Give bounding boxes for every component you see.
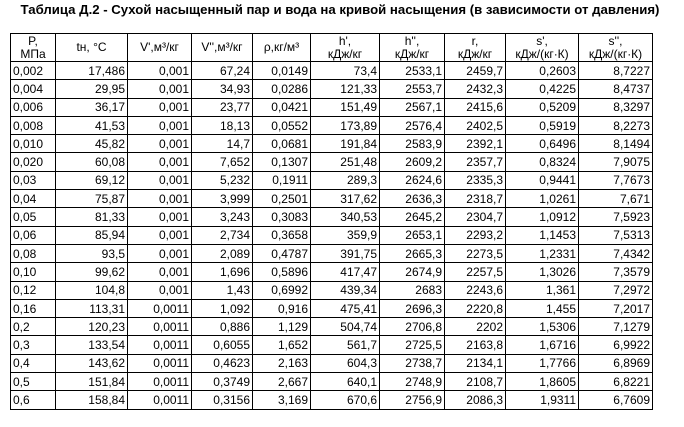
- table-cell-vapor-enthalpy: 2636,3: [380, 190, 445, 208]
- table-cell-liquid-entropy: 0,5919: [506, 116, 579, 134]
- column-header-liquid-enthalpy: [311, 34, 380, 62]
- table-cell-vapor-enthalpy: 2553,7: [380, 80, 445, 98]
- column-header-label: P,: [28, 33, 38, 48]
- column-header-liquid-specific-volume: [128, 34, 192, 62]
- table-cell-vapor-specific-volume: 1,696: [192, 263, 253, 281]
- table-cell-liquid-specific-volume: 0,0011: [128, 354, 192, 372]
- table-cell-vapor-entropy: 7,4342: [579, 244, 653, 262]
- table-cell-vapor-enthalpy: 2533,1: [380, 62, 445, 80]
- table-cell-vapor-density: 0,6992: [253, 281, 311, 299]
- table-cell-vapor-specific-volume: 3,999: [192, 190, 253, 208]
- column-header-vapor-enthalpy: [380, 34, 445, 62]
- table-cell-saturation-temp: 69,12: [56, 171, 128, 189]
- table-cell-liquid-entropy: 0,9441: [506, 171, 579, 189]
- table-cell-vapor-density: 0,0681: [253, 135, 311, 153]
- table-cell-liquid-specific-volume: 0,001: [128, 263, 192, 281]
- table-cell-saturation-temp: 93,5: [56, 244, 128, 262]
- table-cell-vapor-enthalpy: 2706,8: [380, 318, 445, 336]
- table-row: [11, 190, 653, 208]
- table-cell-liquid-entropy: 1,8605: [506, 373, 579, 391]
- table-cell-saturation-temp: 151,84: [56, 373, 128, 391]
- table-cell-vapor-specific-volume: 0,3749: [192, 373, 253, 391]
- table-cell-vapor-entropy: 6,7609: [579, 391, 653, 409]
- table-cell-vapor-density: 0,916: [253, 299, 311, 317]
- table-cell-vapor-enthalpy: 2674,9: [380, 263, 445, 281]
- table-cell-vapor-entropy: 8,3297: [579, 98, 653, 116]
- table-cell-liquid-entropy: 0,2603: [506, 62, 579, 80]
- column-header-unit: кДж/кг: [457, 46, 493, 61]
- table-cell-pressure: 0,4: [11, 354, 56, 372]
- table-cell-vaporization-heat: 2392,1: [445, 135, 506, 153]
- table-cell-pressure: 0,008: [11, 116, 56, 134]
- table-cell-vapor-enthalpy: 2609,2: [380, 153, 445, 171]
- steam-properties-table: [10, 33, 653, 410]
- table-cell-vapor-density: 0,0552: [253, 116, 311, 134]
- table-cell-saturation-temp: 113,31: [56, 299, 128, 317]
- table-cell-liquid-entropy: 1,0912: [506, 208, 579, 226]
- table-cell-vapor-specific-volume: 23,77: [192, 98, 253, 116]
- table-cell-liquid-specific-volume: 0,001: [128, 116, 192, 134]
- table-cell-liquid-enthalpy: 561,7: [311, 336, 380, 354]
- table-cell-vapor-entropy: 8,2273: [579, 116, 653, 134]
- table-cell-liquid-specific-volume: 0,0011: [128, 391, 192, 409]
- table-cell-liquid-enthalpy: 475,41: [311, 299, 380, 317]
- table-cell-vapor-entropy: 7,5313: [579, 226, 653, 244]
- table-cell-vapor-entropy: 8,7227: [579, 62, 653, 80]
- table-cell-saturation-temp: 120,23: [56, 318, 128, 336]
- table-row: [11, 62, 653, 80]
- table-cell-vaporization-heat: 2432,3: [445, 80, 506, 98]
- column-header-label: h',: [338, 33, 352, 48]
- table-row: [11, 226, 653, 244]
- table-cell-vapor-entropy: 7,7673: [579, 171, 653, 189]
- table-cell-vapor-enthalpy: 2583,9: [380, 135, 445, 153]
- table-cell-pressure: 0,04: [11, 190, 56, 208]
- column-header-vapor-entropy: [579, 34, 653, 62]
- table-cell-vaporization-heat: 2220,8: [445, 299, 506, 317]
- table-cell-liquid-entropy: 1,1453: [506, 226, 579, 244]
- table-cell-saturation-temp: 29,95: [56, 80, 128, 98]
- table-cell-vapor-entropy: 6,8969: [579, 354, 653, 372]
- table-cell-vapor-specific-volume: 2,734: [192, 226, 253, 244]
- table-cell-liquid-enthalpy: 73,4: [311, 62, 380, 80]
- table-cell-liquid-specific-volume: 0,001: [128, 62, 192, 80]
- table-row: [11, 171, 653, 189]
- column-header-pressure: [11, 34, 56, 62]
- table-cell-vapor-density: 0,5896: [253, 263, 311, 281]
- table-cell-saturation-temp: 81,33: [56, 208, 128, 226]
- table-cell-liquid-enthalpy: 439,34: [311, 281, 380, 299]
- table-row: [11, 80, 653, 98]
- table-cell-pressure: 0,12: [11, 281, 56, 299]
- table-cell-saturation-temp: 75,87: [56, 190, 128, 208]
- table-cell-liquid-specific-volume: 0,0011: [128, 318, 192, 336]
- table-cell-liquid-enthalpy: 359,9: [311, 226, 380, 244]
- column-header-label: s'',: [608, 33, 623, 48]
- table-cell-vaporization-heat: 2243,6: [445, 281, 506, 299]
- table-cell-liquid-entropy: 1,7766: [506, 354, 579, 372]
- table-cell-liquid-enthalpy: 391,75: [311, 244, 380, 262]
- table-cell-pressure: 0,08: [11, 244, 56, 262]
- table-cell-vaporization-heat: 2163,8: [445, 336, 506, 354]
- table-cell-pressure: 0,05: [11, 208, 56, 226]
- table-cell-liquid-entropy: 0,8324: [506, 153, 579, 171]
- table-row: [11, 153, 653, 171]
- column-header-label: V'',м³/кг: [201, 40, 243, 54]
- table-cell-vapor-specific-volume: 0,3156: [192, 391, 253, 409]
- table-cell-saturation-temp: 36,17: [56, 98, 128, 116]
- table-cell-vapor-entropy: 6,9922: [579, 336, 653, 354]
- table-cell-liquid-enthalpy: 121,33: [311, 80, 380, 98]
- table-caption: Таблица Д.2 - Сухой насыщенный пар и вода на кривой насыщения (в зависимости от давления): [20, 2, 660, 17]
- table-cell-vapor-specific-volume: 14,7: [192, 135, 253, 153]
- table-cell-vapor-entropy: 7,671: [579, 190, 653, 208]
- table-cell-pressure: 0,16: [11, 299, 56, 317]
- table-cell-liquid-enthalpy: 670,6: [311, 391, 380, 409]
- table-row: [11, 281, 653, 299]
- table-cell-pressure: 0,2: [11, 318, 56, 336]
- table-cell-saturation-temp: 85,94: [56, 226, 128, 244]
- table-cell-vapor-entropy: 7,5923: [579, 208, 653, 226]
- table-row: [11, 391, 653, 409]
- table-cell-pressure: 0,020: [11, 153, 56, 171]
- table-cell-vapor-entropy: 8,4737: [579, 80, 653, 98]
- column-header-vaporization-heat: [445, 34, 506, 62]
- table-cell-liquid-enthalpy: 191,84: [311, 135, 380, 153]
- table-cell-vaporization-heat: 2134,1: [445, 354, 506, 372]
- table-cell-saturation-temp: 104,8: [56, 281, 128, 299]
- table-cell-vaporization-heat: 2335,3: [445, 171, 506, 189]
- table-cell-liquid-enthalpy: 151,49: [311, 98, 380, 116]
- table-cell-vapor-density: 1,652: [253, 336, 311, 354]
- column-header-label: V',м³/кг: [140, 40, 179, 54]
- table-cell-vapor-enthalpy: 2756,9: [380, 391, 445, 409]
- table-cell-saturation-temp: 143,62: [56, 354, 128, 372]
- table-cell-vaporization-heat: 2202: [445, 318, 506, 336]
- table-cell-vapor-density: 1,129: [253, 318, 311, 336]
- table-cell-liquid-enthalpy: 251,48: [311, 153, 380, 171]
- column-header-unit: кДж/(кг·К): [515, 46, 569, 61]
- table-body: [11, 62, 653, 410]
- table-cell-vaporization-heat: 2293,2: [445, 226, 506, 244]
- table-cell-pressure: 0,010: [11, 135, 56, 153]
- table-cell-vapor-specific-volume: 2,089: [192, 244, 253, 262]
- table-cell-vapor-entropy: 7,2017: [579, 299, 653, 317]
- table-cell-saturation-temp: 133,54: [56, 336, 128, 354]
- table-cell-vapor-specific-volume: 5,232: [192, 171, 253, 189]
- table-cell-vapor-entropy: 7,1279: [579, 318, 653, 336]
- table-cell-pressure: 0,006: [11, 98, 56, 116]
- table-cell-liquid-specific-volume: 0,0011: [128, 373, 192, 391]
- table-cell-vapor-enthalpy: 2567,1: [380, 98, 445, 116]
- table-cell-liquid-entropy: 1,9311: [506, 391, 579, 409]
- table-cell-vapor-specific-volume: 0,4623: [192, 354, 253, 372]
- table-cell-liquid-specific-volume: 0,001: [128, 208, 192, 226]
- table-cell-vaporization-heat: 2257,5: [445, 263, 506, 281]
- table-cell-vapor-density: 2,163: [253, 354, 311, 372]
- table-cell-vapor-entropy: 7,9075: [579, 153, 653, 171]
- table-cell-vapor-enthalpy: 2576,4: [380, 116, 445, 134]
- table-cell-vapor-density: 2,667: [253, 373, 311, 391]
- table-cell-vapor-density: 0,1911: [253, 171, 311, 189]
- table-cell-liquid-enthalpy: 604,3: [311, 354, 380, 372]
- table-cell-vapor-density: 0,0286: [253, 80, 311, 98]
- table-cell-vapor-enthalpy: 2665,3: [380, 244, 445, 262]
- table-cell-vapor-entropy: 7,2972: [579, 281, 653, 299]
- table-cell-vaporization-heat: 2415,6: [445, 98, 506, 116]
- table-row: [11, 336, 653, 354]
- table-cell-vapor-density: 3,169: [253, 391, 311, 409]
- table-cell-vapor-enthalpy: 2748,9: [380, 373, 445, 391]
- table-cell-vaporization-heat: 2357,7: [445, 153, 506, 171]
- table-cell-liquid-specific-volume: 0,001: [128, 281, 192, 299]
- table-cell-liquid-specific-volume: 0,001: [128, 190, 192, 208]
- table-row: [11, 116, 653, 134]
- table-cell-pressure: 0,002: [11, 62, 56, 80]
- table-cell-vapor-entropy: 6,8221: [579, 373, 653, 391]
- table-cell-liquid-enthalpy: 504,74: [311, 318, 380, 336]
- table-cell-pressure: 0,03: [11, 171, 56, 189]
- table-cell-liquid-enthalpy: 640,1: [311, 373, 380, 391]
- column-header-unit: кДж/кг: [394, 46, 430, 61]
- table-cell-vapor-specific-volume: 0,6055: [192, 336, 253, 354]
- column-header-unit: МПа: [20, 46, 46, 61]
- table-cell-pressure: 0,6: [11, 391, 56, 409]
- table-cell-vapor-specific-volume: 1,092: [192, 299, 253, 317]
- table-cell-liquid-specific-volume: 0,001: [128, 135, 192, 153]
- table-cell-liquid-entropy: 1,2331: [506, 244, 579, 262]
- table-cell-vapor-enthalpy: 2696,3: [380, 299, 445, 317]
- column-header-saturation-temp: [56, 34, 128, 62]
- table-cell-vaporization-heat: 2086,3: [445, 391, 506, 409]
- column-header-unit: кДж/кг: [327, 46, 363, 61]
- column-header-label: s',: [536, 33, 548, 48]
- table-row: [11, 244, 653, 262]
- table-cell-liquid-entropy: 1,455: [506, 299, 579, 317]
- table-cell-liquid-entropy: 0,5209: [506, 98, 579, 116]
- table-cell-liquid-entropy: 1,3026: [506, 263, 579, 281]
- table-cell-liquid-enthalpy: 173,89: [311, 116, 380, 134]
- table-cell-saturation-temp: 17,486: [56, 62, 128, 80]
- table-cell-liquid-specific-volume: 0,001: [128, 226, 192, 244]
- table-cell-liquid-entropy: 0,4225: [506, 80, 579, 98]
- table-cell-vapor-specific-volume: 3,243: [192, 208, 253, 226]
- table-cell-vapor-density: 0,0149: [253, 62, 311, 80]
- table-cell-liquid-entropy: 0,6496: [506, 135, 579, 153]
- table-cell-liquid-enthalpy: 340,53: [311, 208, 380, 226]
- table-cell-liquid-specific-volume: 0,001: [128, 171, 192, 189]
- header-row: [11, 34, 653, 62]
- table-cell-vapor-specific-volume: 67,24: [192, 62, 253, 80]
- table-cell-liquid-specific-volume: 0,001: [128, 153, 192, 171]
- table-cell-vapor-specific-volume: 0,886: [192, 318, 253, 336]
- table-cell-vaporization-heat: 2304,7: [445, 208, 506, 226]
- column-header-label: r,: [471, 33, 479, 48]
- table-cell-vapor-density: 0,4787: [253, 244, 311, 262]
- table-cell-pressure: 0,5: [11, 373, 56, 391]
- table-cell-liquid-enthalpy: 417,47: [311, 263, 380, 281]
- table-cell-pressure: 0,004: [11, 80, 56, 98]
- table-cell-liquid-enthalpy: 317,62: [311, 190, 380, 208]
- table-cell-vapor-entropy: 8,1494: [579, 135, 653, 153]
- table-cell-liquid-specific-volume: 0,0011: [128, 336, 192, 354]
- table-cell-saturation-temp: 99,62: [56, 263, 128, 281]
- table-row: [11, 263, 653, 281]
- table-cell-liquid-entropy: 1,361: [506, 281, 579, 299]
- column-header-label: h'',: [404, 33, 420, 48]
- table-cell-vapor-enthalpy: 2725,5: [380, 336, 445, 354]
- table-row: [11, 208, 653, 226]
- table-cell-liquid-specific-volume: 0,001: [128, 244, 192, 262]
- table-row: [11, 354, 653, 372]
- table-cell-liquid-entropy: 1,0261: [506, 190, 579, 208]
- table-cell-vapor-density: 0,0421: [253, 98, 311, 116]
- table-cell-liquid-specific-volume: 0,0011: [128, 299, 192, 317]
- table-cell-vapor-enthalpy: 2738,7: [380, 354, 445, 372]
- column-header-label: ρ,кг/м³: [263, 40, 300, 54]
- table-cell-vapor-specific-volume: 1,43: [192, 281, 253, 299]
- column-header-unit: кДж/(кг·К): [588, 46, 643, 61]
- table-cell-vapor-enthalpy: 2645,2: [380, 208, 445, 226]
- table-cell-pressure: 0,06: [11, 226, 56, 244]
- column-header-label: tн, °C: [76, 40, 107, 54]
- table-cell-vapor-enthalpy: 2624,6: [380, 171, 445, 189]
- table-cell-saturation-temp: 45,82: [56, 135, 128, 153]
- table-cell-vaporization-heat: 2402,5: [445, 116, 506, 134]
- table-cell-liquid-entropy: 1,6716: [506, 336, 579, 354]
- table-cell-saturation-temp: 158,84: [56, 391, 128, 409]
- table-cell-liquid-entropy: 1,5306: [506, 318, 579, 336]
- table-row: [11, 98, 653, 116]
- table-cell-vapor-density: 0,2501: [253, 190, 311, 208]
- column-header-vapor-specific-volume: [192, 34, 253, 62]
- table-cell-liquid-specific-volume: 0,001: [128, 80, 192, 98]
- table-cell-vaporization-heat: 2318,7: [445, 190, 506, 208]
- table-cell-vapor-specific-volume: 18,13: [192, 116, 253, 134]
- table-row: [11, 318, 653, 336]
- table-cell-vapor-specific-volume: 34,93: [192, 80, 253, 98]
- table-cell-saturation-temp: 41,53: [56, 116, 128, 134]
- table-cell-vaporization-heat: 2459,7: [445, 62, 506, 80]
- table-row: [11, 299, 653, 317]
- table-cell-vapor-entropy: 7,3579: [579, 263, 653, 281]
- table-cell-vapor-density: 0,1307: [253, 153, 311, 171]
- table-cell-pressure: 0,3: [11, 336, 56, 354]
- table-cell-vapor-enthalpy: 2653,1: [380, 226, 445, 244]
- column-header-liquid-entropy: [506, 34, 579, 62]
- table-cell-vapor-density: 0,3083: [253, 208, 311, 226]
- table-cell-liquid-specific-volume: 0,001: [128, 98, 192, 116]
- table-cell-vapor-density: 0,3658: [253, 226, 311, 244]
- table-row: [11, 135, 653, 153]
- table-cell-liquid-enthalpy: 289,3: [311, 171, 380, 189]
- column-header-vapor-density: [253, 34, 311, 62]
- table-cell-vapor-enthalpy: 2683: [380, 281, 445, 299]
- table-cell-pressure: 0,10: [11, 263, 56, 281]
- table-cell-vapor-specific-volume: 7,652: [192, 153, 253, 171]
- table-row: [11, 373, 653, 391]
- table-cell-saturation-temp: 60,08: [56, 153, 128, 171]
- table-cell-vaporization-heat: 2108,7: [445, 373, 506, 391]
- table-cell-vaporization-heat: 2273,5: [445, 244, 506, 262]
